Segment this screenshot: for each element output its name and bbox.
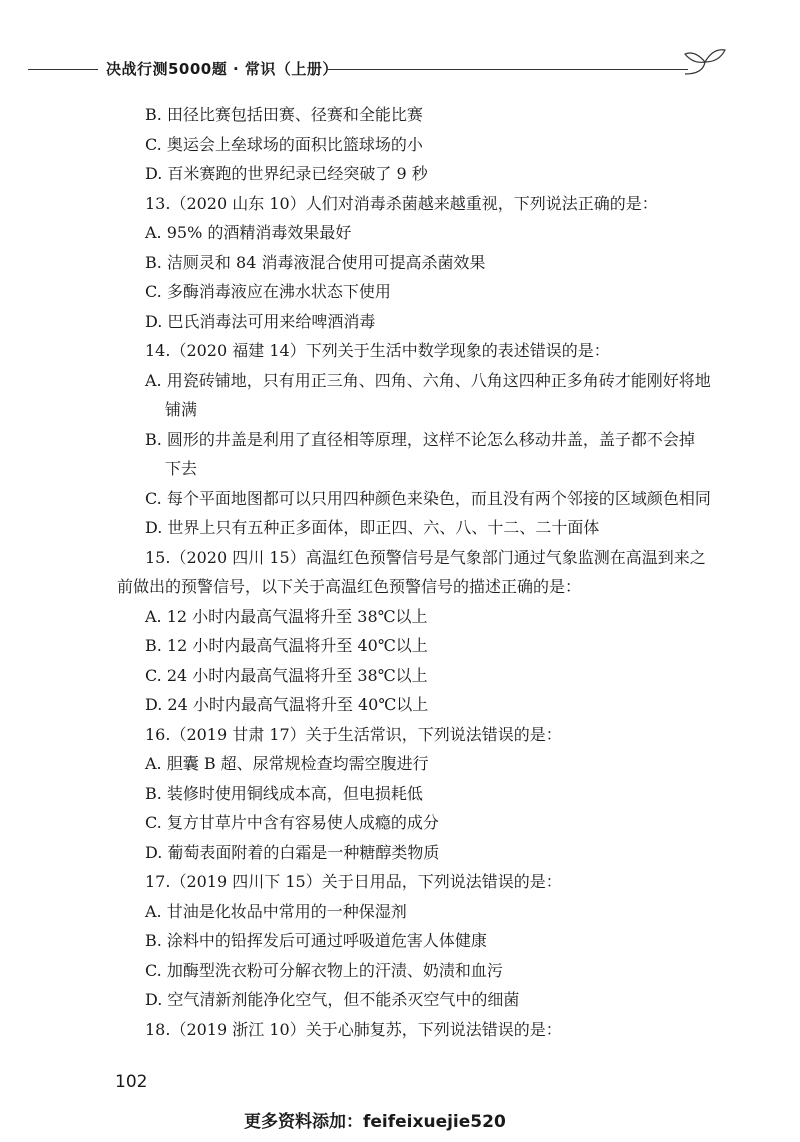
option-line: B. 圆形的井盖是利用了直径相等原理，这样不论怎么移动井盖，盖子都不会掉: [145, 429, 695, 449]
header-rule-left: [28, 69, 98, 70]
question-line: 15.（2020 四川 15）高温红色预警信号是气象部门通过气象监测在高温到来之: [145, 547, 706, 567]
option-line: C. 加酶型洗衣粉可分解衣物上的汗渍、奶渍和血污: [145, 960, 503, 980]
question-line: 13.（2020 山东 10）人们对消毒杀菌越来越重视，下列说法正确的是：: [145, 193, 658, 213]
question-continuation: 前做出的预警信号，以下关于高温红色预警信号的描述正确的是：: [117, 577, 582, 596]
option-line: D. 巴氏消毒法可用来给啤酒消毒: [145, 311, 376, 331]
option-line: C. 奥运会上垒球场的面积比篮球场的小: [145, 134, 423, 154]
option-line: A. 胆囊 B 超、尿常规检查均需空腹进行: [145, 754, 429, 773]
option-line: D. 空气清新剂能净化空气，但不能杀灭空气中的细菌: [145, 990, 520, 1009]
option-line: C. 多酶消毒液应在沸水状态下使用: [145, 282, 391, 301]
question-line: 17.（2019 四川下 15）关于日用品，下列说法错误的是：: [145, 872, 562, 891]
option-line: B. 涂料中的铅挥发后可通过呼吸道危害人体健康: [145, 931, 487, 950]
page-number: 102: [115, 1072, 148, 1092]
option-line: A. 12 小时内最高气温将升至 38℃以上: [145, 606, 428, 626]
question-line: 16.（2019 甘肃 17）关于生活常识，下列说法错误的是：: [145, 724, 562, 744]
footer-note: 更多资料添加：feifeixuejie520: [244, 1112, 506, 1132]
running-header: [28, 52, 708, 88]
option-line: B. 12 小时内最高气温将升至 40℃以上: [145, 636, 428, 655]
option-continuation: 下去: [165, 459, 198, 478]
option-line: B. 装修时使用铜线成本高，但电损耗低: [145, 783, 423, 803]
option-line: A. 用瓷砖铺地，只有用正三角、四角、六角、八角这四种正多角砖才能刚好将地: [145, 370, 711, 390]
option-continuation: 铺满: [165, 400, 198, 419]
option-line: A. 95% 的酒精消毒效果最好: [145, 223, 352, 242]
option-line: C. 24 小时内最高气温将升至 38℃以上: [145, 665, 428, 685]
question-line: 18.（2019 浙江 10）关于心肺复苏，下列说法错误的是：: [145, 1019, 562, 1039]
header-rule-right: [328, 69, 688, 70]
option-line: D. 葡萄表面附着的白霜是一种糖醇类物质: [145, 842, 440, 862]
option-line: C. 复方甘草片中含有容易使人成瘾的成分: [145, 813, 439, 832]
option-line: B. 洁厕灵和 84 消毒液混合使用可提高杀菌效果: [145, 252, 486, 272]
question-body: [117, 100, 745, 1044]
option-line: D. 24 小时内最高气温将升至 40℃以上: [145, 695, 429, 714]
question-line: 14.（2020 福建 14）下列关于生活中数学现象的表述错误的是：: [145, 341, 610, 360]
option-line: B. 田径比赛包括田赛、径赛和全能比赛: [145, 105, 423, 124]
option-line: A. 甘油是化妆品中常用的一种保湿剂: [145, 901, 407, 921]
option-line: D. 百米赛跑的世界纪录已经突破了 9 秒: [145, 164, 428, 183]
option-line: D. 世界上只有五种正多面体，即正四、六、八、十二、二十面体: [145, 518, 600, 537]
option-line: C. 每个平面地图都可以只用四种颜色来染色，而且没有两个邻接的区域颜色相同: [145, 488, 711, 508]
book-title: 决战行测5000题 · 常识（上册）: [106, 60, 338, 78]
sprout-icon: [683, 44, 727, 80]
